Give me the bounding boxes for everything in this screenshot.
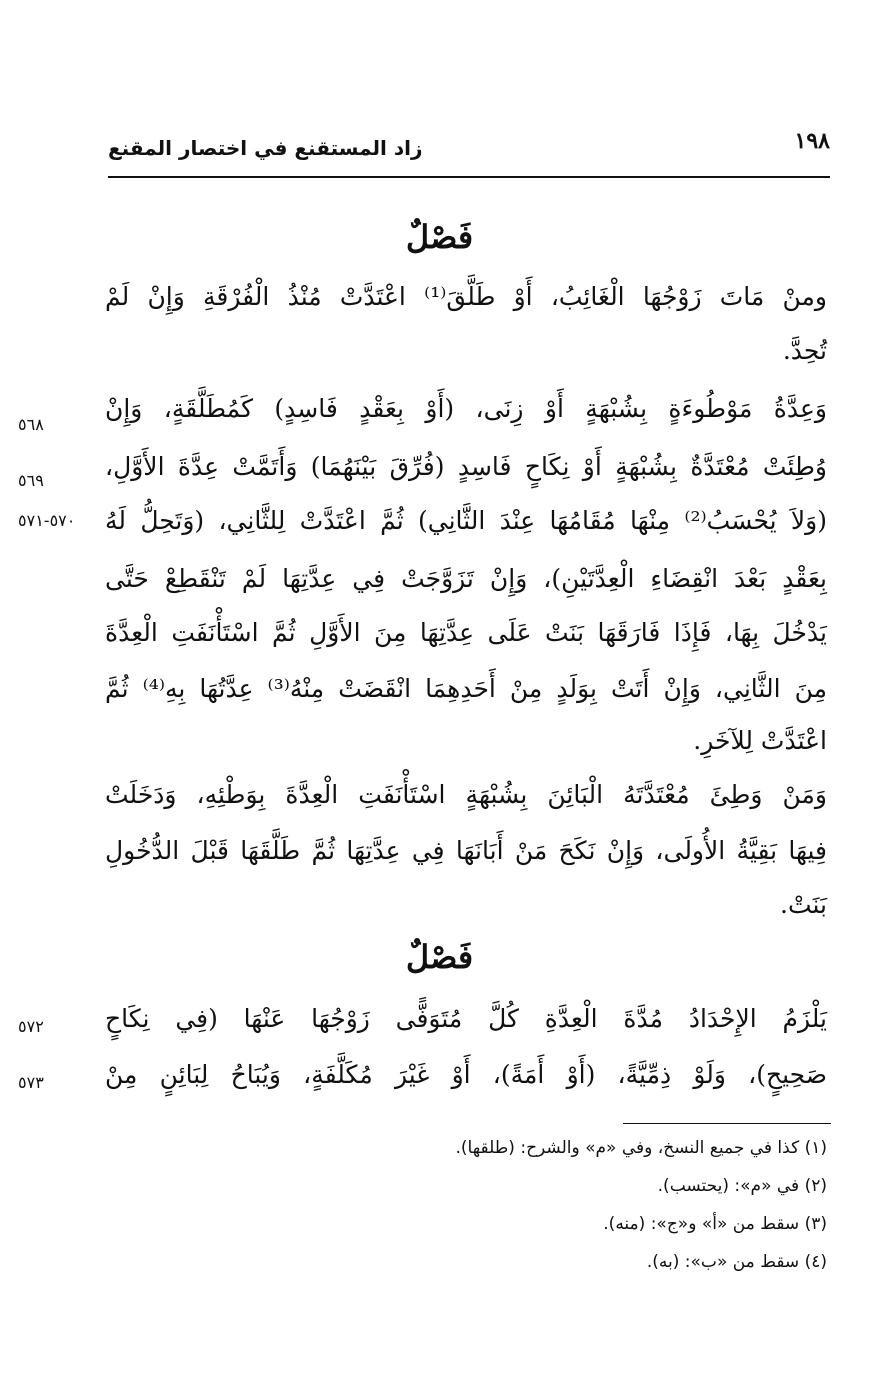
text-line: (وَلاَ يُحْسَبُ⁽²⁾ مِنْهَا مُقَامُهَا عِنْدَ الثَّانِي) ثُمَّ اعْتَدَّتْ لِلثَّانِي، (وَتَحِلُّ لَهُ [105, 506, 827, 535]
text-line: وَمَنْ وَطِئَ مُعْتَدَّتَهُ الْبَائِنَ بِشُبْهَةٍ اسْتَأْنَفَتِ الْعِدَّةَ بِوَطْئِهِ، وَدَخَلَتْ [105, 780, 827, 809]
text-line: يَدْخُلَ بِهَا، فَإِذَا فَارَقَهَا بَنَتْ عَلَى عِدَّتِهَا مِنَ الأَوَّلِ ثُمَّ اسْتَأْنَفَتِ الْعِدَّةَ [105, 618, 827, 647]
page-header [108, 128, 830, 178]
footnote: (٣) سقط من «أ» و«ج»: (منه). [603, 1214, 827, 1234]
text-line: وُطِئَتْ مُعْتَدَّةٌ بِشُبْهَةٍ أَوْ نِكَاحٍ فَاسِدٍ (فُرِّقَ بَيْنَهُمَا) وَأَتَمَّتْ عِدَّةَ الأَوَّلِ، [105, 452, 827, 481]
footnote-divider [623, 1123, 831, 1124]
text-line: مِنَ الثَّانِي، وَإِنْ أَتَتْ بِوَلَدٍ مِنْ أَحَدِهِمَا انْقَضَتْ مِنْهُ⁽³⁾ عِدَّتُهَا بِهِ⁽⁴⁾ ثُمَّ [105, 674, 827, 703]
page-number: ١٩٨ [794, 128, 830, 154]
text-line: ومنْ مَاتَ زَوْجُهَا الْغَائِبُ، أَوْ طَلَّقَ⁽¹⁾ اعْتَدَّتْ مُنْذُ الْفُرْقَةِ وَإِنْ لَمْ [105, 282, 827, 311]
text-line: فِيهَا بَقِيَّةُ الأُولَى، وَإِنْ نَكَحَ مَنْ أَبَانَهَا فِي عِدَّتِهَا ثُمَّ طَلَّقَهَا قَبْلَ الدُّخُولِ [105, 836, 827, 865]
text-line: بِعَقْدٍ بَعْدَ انْقِضَاءِ الْعِدَّتَيْنِ)، وَإِنْ تَزَوَّجَتْ فِي عِدَّتِهَا لَمْ تَنْقَطِعْ حَتَّى [105, 564, 827, 593]
footnote: (٤) سقط من «ب»: (به). [646, 1252, 827, 1272]
text-line: تُحِدَّ. [782, 336, 827, 365]
section-title: فَصْلٌ [405, 218, 474, 256]
text-line: وَعِدَّةُ مَوْطُوءَةٍ بِشُبْهَةٍ أَوْ زِنَى، (أَوْ بِعَقْدٍ فَاسِدٍ) كَمُطَلَّقَةٍ، وَإِنْ [105, 394, 827, 423]
margin-reference: ٥٦٨ [18, 415, 44, 434]
section-title: فَصْلٌ [405, 938, 474, 976]
margin-reference: ٥٧٣ [18, 1073, 44, 1092]
text-line: يَلْزَمُ الإِحْدَادُ مُدَّةَ الْعِدَّةِ كُلَّ مُتَوَفًّى زَوْجُهَا عَنْهَا (فِي نِكَاحٍ [105, 1004, 827, 1033]
footnote: (١) كذا في جميع النسخ، وفي «م» والشرح: (طلقها). [455, 1138, 827, 1158]
footnote: (٢) في «م»: (يحتسب). [657, 1176, 827, 1196]
text-line: بَنَتْ. [780, 890, 827, 919]
margin-reference: ٥٦٩ [18, 471, 44, 490]
text-line: اعْتَدَّتْ لِلآخَرِ. [693, 726, 827, 755]
running-title: زاد المستقنع في اختصار المقنع [108, 136, 423, 160]
text-line: صَحِيحٍ)، وَلَوْ ذِمِّيَّةً، (أَوْ أَمَةً)، أَوْ غَيْرَ مُكَلَّفَةٍ، وَيُبَاحُ لِبَائِنٍ مِنْ [105, 1060, 827, 1089]
margin-reference: ٥٧٠-٥٧١ [18, 511, 76, 530]
margin-reference: ٥٧٢ [18, 1017, 44, 1036]
